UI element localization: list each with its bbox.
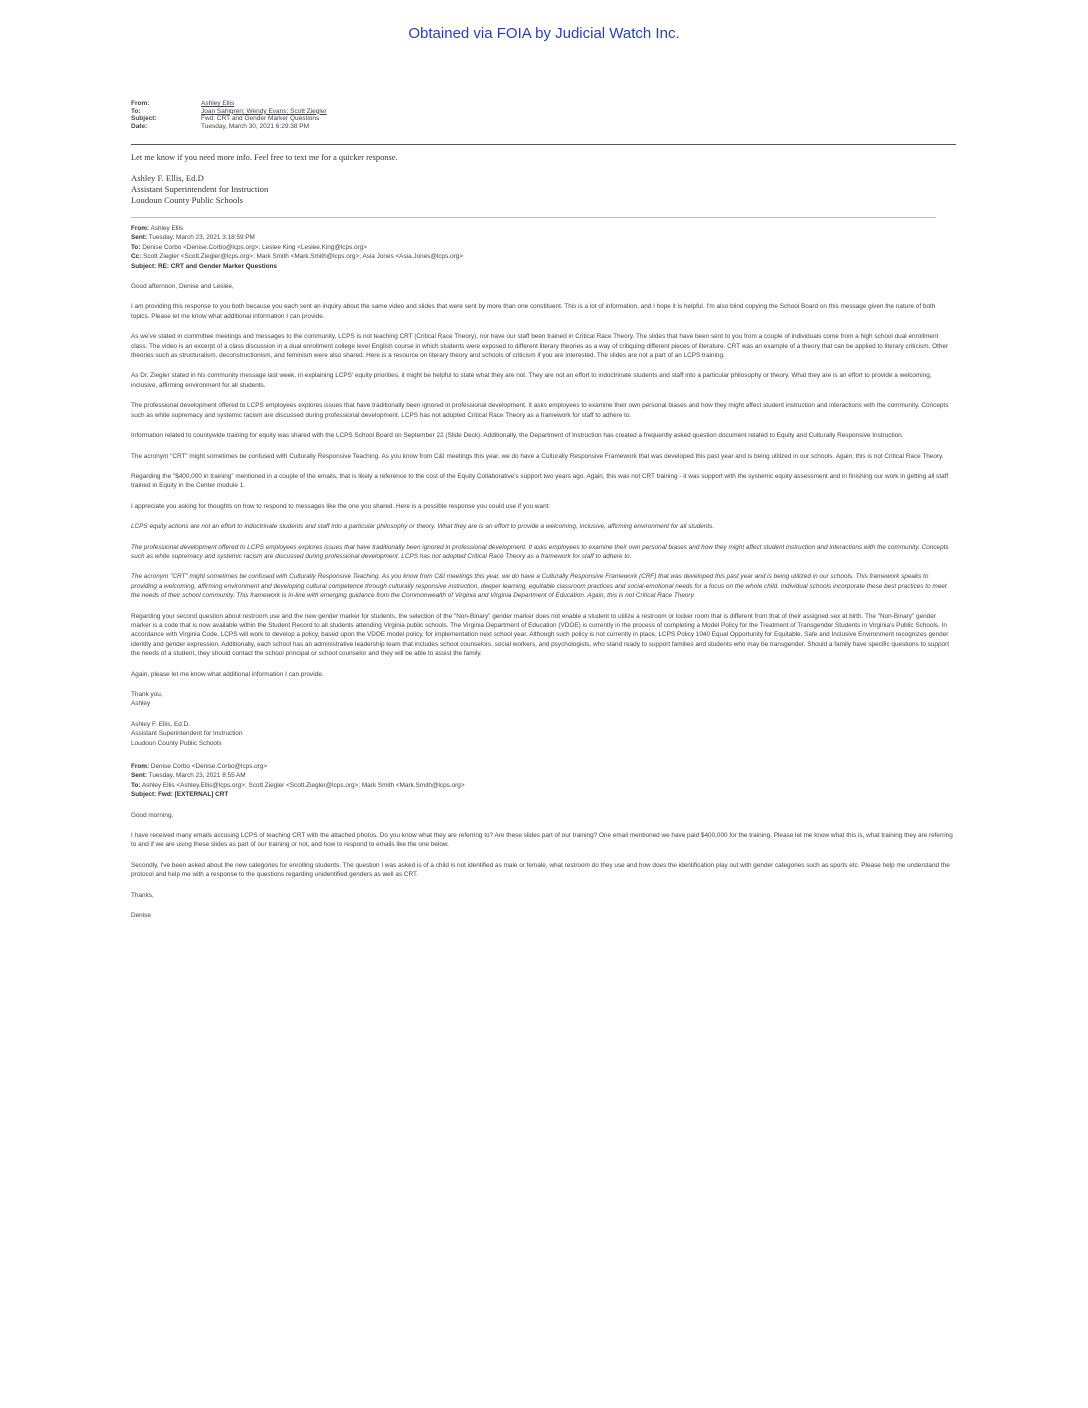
email1-from-label: From: (131, 225, 150, 232)
email1-first-name: Ashley (131, 700, 151, 708)
signature-title: Assistant Superintendent for Instruction (131, 184, 269, 194)
header-to-label: To: (131, 107, 141, 115)
email1-paragraph: As we've stated in committee meetings and messages to the community, LCPS is not teaching CRT (Critical Race Theory), nor have our staff been trained in Critical Race Theory. The slides that have been sent to you from a couple of individuals come from a high school dual enrollment class. The video is an excerpt of a class discussion in a dual enrollment college level English course in which students were exposed to different literary theories as a way of critiquing different pieces of literature. CRT was an example of a theory that can be applied to literary criticism. Other theories such as structuralism, deconstructionism, and feminism were also shared. Here is a resource on literary theory and schools of criticism if you are interested. The slides are not a part of an LCPS training. (131, 333, 949, 360)
suggested-response-paragraph: LCPS equity actions are not an effort to indoctrinate students and staff into a particular philosophy or theory. What they are is an effort to provide a welcoming, inclusive, affirming environment for all students. (131, 523, 715, 531)
email2-thanks: Thanks, (131, 891, 154, 899)
header-date-value: Tuesday, March 30, 2021 6:29:38 PM (201, 123, 310, 131)
header-date-label: Date: (131, 123, 148, 131)
restroom-paragraph: Regarding your second question about restroom use and the new gender marker for students, the selection of the "Non-Binary" gender marker does not enable a student to utilize a restroom or locker room that is different from that of their assigned sex at birth. The "Non-Binary" gender marker is a code that is now available within the Student Record to all students attending Virginia public schools. The Virginia Department of Education (VDOE) is currently in the process of completing a Model Policy for the Treatment of Transgender Students in Virginia's Public Schools. In accordance with Virginia Code, LCPS will work to develop a policy, based upon the VDOE model policy, for implementation next school year. Although such policy is not currently in place, LCPS Policy 1040 Equal Opportunity for Equitable, Safe and Inclusive Environment recognizes gender identity and gender expression. Additionally, each school has an administrative leadership team that includes school counselors, social workers, and psychologists, who stand ready to support families and students who may be transgender. Should a family have specific questions to support the needs of a student, they should contact the school principal or school counselor and they will be able to assist the family. (131, 612, 949, 658)
email1-paragraph: The acronym "CRT" might sometimes be confused with Culturally Responsive Teaching. As you know from C&I meetings this year, we do have a Culturally Responsive Framework that was developed this past year and is being utilized in our schools. Again, this is not Critical Race Theory. (131, 452, 944, 460)
email2-to: Ashley Ellis <Ashley.Ellis@lcps.org>; Scott Ziegler <Scott.Ziegler@lcps.org>; Mark Smith <Mark.Smith@lcps.org> (141, 781, 465, 789)
email1-paragraph: As Dr. Ziegler stated in his community message last week, in explaining LCPS' equity priorities, it might be helpful to state what they are not. They are not an effort to indoctrinate students and staff into a particular philosophy or theory. What they are is an effort to provide a welcoming, inclusive, affirming environment for all students. (131, 372, 932, 389)
header-divider (131, 144, 956, 145)
email2-meta (131, 762, 953, 800)
header-from-label: From: (131, 100, 150, 107)
email1-sig-org: Loudoun County Public Schools (131, 739, 222, 747)
email2-paragraph: Secondly, I've been asked about the new categories for enrolling students. The question I was asked is of a child is not identified as male or female, what restroom do they use and how does the identification play out with gender categories such as sports etc. Please help me understand the protocol and help me with a response to the questions regarding unidentified genders as well as CRT. (131, 861, 950, 879)
header-subject-value: Fwd: CRT and Gender Marker Questions (201, 115, 320, 123)
email2-greeting: Good morning, (131, 811, 174, 819)
message-body (131, 224, 953, 921)
email1-subject-label: Subject: (131, 262, 157, 270)
email1-paragraph: Information related to countywide training for equity was shared with the LCPS School Board on September 22 (Slide Deck). Additionally, the Department of Instruction has created a frequently asked question document related to Equity and Culturally Responsive Instruction. (131, 432, 904, 440)
intro-text: Let me know if you need more info. Feel free to text me for a quicker response. (131, 153, 398, 162)
email1-cc: Scott Ziegler <Scott.Ziegler@lcps.org>; Mark Smith <Mark.Smith@lcps.org>; Asia Jones <Asia.Jones@lcps.org> (143, 253, 464, 261)
foia-watermark: Obtained via FOIA by Judicial Watch Inc. (408, 25, 680, 42)
signature-name: Ashley F. Ellis, Ed.D (131, 173, 204, 183)
email2-subject: Fwd: [EXTERNAL] CRT (158, 791, 229, 799)
email2-name: Denise (131, 912, 151, 920)
email1-thanks: Thank you, (131, 691, 163, 698)
email1-meta (131, 224, 953, 271)
email2-sent-label: Sent: (131, 772, 147, 780)
email2-paragraph: I have received many emails accusing LCPS of teaching CRT with the attached photos. Do you know what they are referring to? Are these slides part of our training? One email mentioned we have paid $400,000 for the training. Please let me know what this is, what training they are referring to and if we are using these slides as part of our training or not, and how to respond to emails like the one below. (131, 832, 953, 849)
email2-to-label: To: (131, 781, 141, 789)
email1-to: Denise Corbo <Denise.Corbo@lcps.org>; Leslee King <Leslee.King@lcps.org> (142, 243, 367, 251)
email-header (131, 100, 327, 131)
email2-subject-label: Subject: (131, 791, 157, 799)
email2-sent: Tuesday, March 23, 2021 8:55 AM (148, 772, 246, 780)
email1-to-label: To: (131, 243, 141, 251)
email1-sent: Tuesday, March 23, 2021 3:18:59 PM (148, 234, 255, 242)
signature-top (131, 173, 268, 206)
email1-sig-title: Assistant Superintendent for Instruction (131, 730, 243, 738)
email1-sig-name: Ashley F. Ellis, Ed.D. (131, 720, 190, 728)
email1-from: Ashley Ellis (150, 225, 184, 232)
email1-paragraph: I am providing this response to you both because you each sent an inquiry about the same video and slides that were sent by more than one constituent. This is a lot of information, and I hope it is helpful. I'm also blind copying the School Board on this message given the nature of both topics. Please let me know what additional information I can provide. (131, 303, 936, 320)
email1-paragraph: I appreciate you asking for thoughts on how to respond to messages like the one you shared. Here is a possible response you could use if you want: (131, 502, 551, 510)
email1-paragraph: The professional development offered to LCPS employees explores issues that have traditionally been ignored in professional development. It asks employees to examine their own personal biases and how they might affect student instruction and interactions with the community. Concepts such as white supremacy and systemic racism are discussed during professional development. LCPS has not adopted Critical Race Theory as a framework for staff to adhere to. (131, 402, 949, 419)
suggested-response-paragraph: The acronym "CRT" might sometimes be confused with Culturally Responsive Teaching. As you know from C&I meetings this year, we do have a Culturally Responsive Framework (CRF) that was developed this past year and is being utilized in our schools. This framework speaks to providing a welcoming, affirming environment and developing cultural competence through culturally responsive instruction, deeper learning, equitable classroom practices and social-emotional needs for a focus on the whole child. Individual schools incorporate these best practices to meet the needs of their school community. This framework is in-line with emerging guidance from the Commonwealth of Virginia and Virginia Department of Education. Again, this is not Critical Race Theory. (131, 573, 947, 600)
suggested-response-paragraph: The professional development offered to LCPS employees explores issues that have traditionally been ignored in professional development. It asks employees to examine their own personal biases and how they might affect student instruction and interactions with the community. Concepts such as white supremacy and systemic racism are discussed during professional development. LCPS has not adopted Critical Race Theory as a framework for staff to adhere to. (131, 543, 949, 560)
header-subject-label: Subject: (131, 115, 157, 123)
email1-cc-label: Cc: (131, 253, 142, 261)
email2-from: Denise Corbo <Denise.Corbo@lcps.org> (150, 763, 268, 771)
email1-subject: RE: CRT and Gender Marker Questions (158, 262, 277, 270)
email1-sent-label: Sent: (131, 234, 147, 242)
email1-paragraph: Regarding the "$400,000 in training" mentioned in a couple of the emails, that is likely a reference to the cost of the Equity Collaborative's support two years ago. Again, this was not CRT training - it was support with the systemic equity assessment and in finishing our work in getting all staff trained in Equity in the Center module 1. (131, 472, 949, 490)
email1-greeting: Good afternoon, Denise and Leslee, (131, 283, 234, 291)
message-divider (131, 217, 936, 218)
email1-closing: Again, please let me know what additional information I can provide. (131, 670, 324, 678)
header-to-value[interactable]: Joan Sahlgren; Wendy Evans; Scott Ziegler (201, 107, 327, 115)
header-from-value[interactable]: Ashley Ellis (201, 100, 235, 107)
signature-org: Loudoun County Public Schools (131, 195, 243, 205)
email2-from-label: From: (131, 763, 150, 771)
